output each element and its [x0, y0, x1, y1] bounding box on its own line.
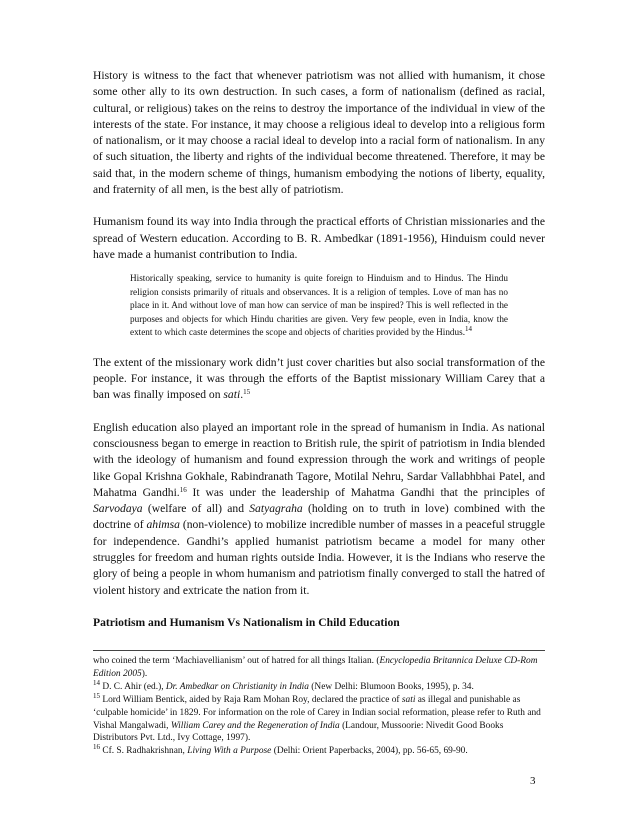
- page-number: 3: [530, 775, 536, 787]
- footnote-number: 16: [93, 743, 100, 752]
- paragraph-english-education: [93, 420, 545, 599]
- footnote-text: (New Delhi: Blumoon Books, 1995), p. 34.: [308, 681, 474, 692]
- section-heading: Patriotism and Humanism Vs Nationalism in Child Education: [93, 615, 400, 629]
- paragraph-text: (welfare of all) and: [142, 502, 250, 516]
- footnote-ref-15: 15: [243, 388, 251, 397]
- footnote-text: who coined the term ‘Machiavellianism’ out of hatred for all things Italian. (: [93, 656, 380, 666]
- footnote-continuation: [93, 655, 545, 681]
- footnote-text: (Landour, Mussoorie: Nivedit Good Books Distributors Pvt. Ltd., Ivy Cottage, 1997).: [93, 720, 504, 744]
- sarvodaya-term: Sarvodaya: [93, 502, 143, 516]
- paragraph-patriotism-humanism: History is witness to the fact that whenever patriotism was not allied with humanism, it chose some other ally to its own destruction. In such cases, a form of nationalism (defined as racial, cultural, or religious) takes on the reins to destroy the importance of the individual in view of the interests of the state. For instance, it may choose a religious ideal to develop into a religious form of nationalism, or it may choose a racial ideal to develop into a racial form of nationalism. In any of such situation, the liberty and rights of the individual become threatened. Therefore, it may be said that, in the modern scheme of things, humanism embodying the notions of liberty, equality, and fraternity of all men, is the best ally of patriotism.: [93, 69, 545, 197]
- footnote-title: Dr. Ambedkar on Christianity in India: [165, 681, 309, 692]
- footnote-number: 14: [93, 678, 100, 687]
- footnote-text: as illegal and punishable as ‘culpable homicide’ in 1829. For information on the role of Carey in Indian social reformation, please refer to Ruth and Vishal Mangalwadi,: [93, 694, 541, 731]
- footnote-title: Living With a Purpose: [187, 746, 272, 757]
- paragraph-text: It was under the leadership of Mahatma Gandhi that the principles of: [186, 485, 545, 499]
- footnote-text: Cf. S. Radhakrishnan,: [100, 746, 188, 757]
- footnote-ref-16: 16: [179, 485, 187, 494]
- footnote-15: [93, 691, 545, 746]
- ahimsa-term: ahimsa: [146, 518, 180, 532]
- footnote-16: [93, 745, 545, 758]
- footnote-14: [93, 678, 545, 694]
- paragraph-text: (non-violence) to mobilize incredible number of masses in a peaceful struggle for independence. Gandhi’s applied humanist patriotism became a model for many other struggles for freedom and human rights outside India. However, it is the Indians who reserve the glory of being a people in whom humanism and patriotism finally converged to stall the hatred of violent history and extricate the nation from it.: [93, 518, 545, 597]
- satyagraha-term: Satyagraha: [249, 502, 303, 516]
- paragraph-text: English education also played an important role in the spread of humanism in India. As national consciousness began to emerge in reaction to British rule, the spirit of patriotism in India blended with the ideology of humanism and found expression through the work and writings of people like Gopal Krishna Gokhale, Rabindranath Tagore, Motilal Nehru, Sardar Vallabhbhai Patel, and Mahatma Gandhi.: [93, 420, 545, 499]
- footnote-title: Encyclopedia Britannica Deluxe CD-Rom Edition 2005: [93, 656, 538, 679]
- body-text: [93, 68, 545, 631]
- paragraph-text: .: [240, 388, 244, 402]
- footnotes: [93, 655, 545, 758]
- paragraph-text: (holding on to truth in love) combined with the doctrine of: [93, 502, 545, 532]
- footnote-text: ).: [141, 668, 148, 679]
- paragraph-humanism-india: Humanism found its way into India through the practical efforts of Christian missionaries and the spread of Western education. According to B. R. Ambedkar (1891-1956), Hinduism could never have made a humanist contribution to India.: [93, 215, 545, 261]
- footnote-text: (Delhi: Orient Paperbacks, 2004), pp. 56-65, 69-90.: [271, 746, 468, 757]
- footnote-title: William Carey and the Regeneration of India: [170, 720, 340, 731]
- paragraph-text: The extent of the missionary work didn’t just cover charities but also social transformation of the people. For instance, it was through the efforts of the Baptist missionary William Carey that a ban was finally imposed on: [93, 355, 545, 402]
- footnote-ref-14: 14: [465, 325, 472, 334]
- footnote-number: 15: [93, 691, 100, 700]
- sati-term: sati: [401, 694, 416, 705]
- quote-text: Historically speaking, service to humanity is quite foreign to Hinduism and to Hindus. The Hindu religion consists primarily of rituals and observances. It is a religion of temples. Love of man has no place in it. And without love of man how can service of man be inspired? This is well reflected in the purposes and objects for which Hindu charities are given. Very few people, even in India, know the extent to which caste determines the scope and objects of charities provided by the Hindus.: [130, 273, 508, 338]
- footnote-text: D. C. Ahir (ed.),: [100, 681, 166, 692]
- footnote-divider: [93, 650, 545, 651]
- block-quote-ambedkar: [130, 272, 508, 340]
- sati-term: sati: [223, 388, 241, 402]
- paragraph-missionary-work: [93, 355, 545, 404]
- footnote-text: Lord William Bentick, aided by Raja Ram Mohan Roy, declared the practice of: [100, 694, 402, 705]
